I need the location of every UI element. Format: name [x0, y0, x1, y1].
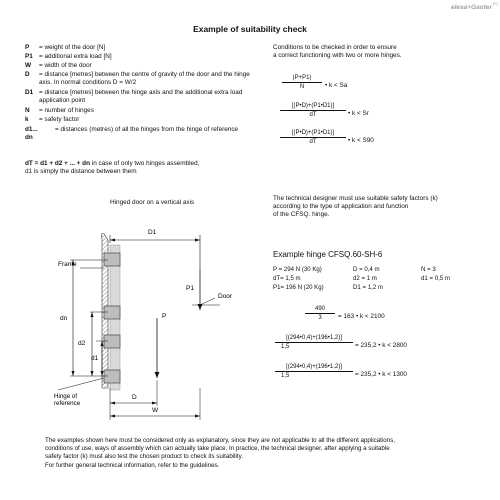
- value: P1= 196 N (20 Kg): [273, 284, 324, 291]
- def-text: = weight of the door [N]: [39, 44, 106, 51]
- formula-1-rhs: • k < Sa: [325, 82, 348, 89]
- label-dn: dn: [60, 315, 68, 322]
- calc-3-rhs: = 235,2 • k < 1300: [355, 371, 407, 378]
- conditions-intro-2: a correct functioning with two or more hinges.: [273, 52, 402, 59]
- calc-den: 1,5: [281, 344, 290, 350]
- sum-note: [25, 160, 275, 176]
- calc-2: [275, 335, 353, 350]
- label-d2: d2: [78, 340, 86, 347]
- example-title: Example hinge CFSQ.60-SH-6: [273, 250, 383, 259]
- formula-num: [(P•D)+(P1•D1)]: [291, 130, 335, 136]
- hinged-door-diagram: [40, 210, 270, 425]
- value: D1 = 1,2 m: [353, 284, 383, 291]
- label-frame: Frame: [58, 261, 77, 268]
- footer-line: The examples shown here must be considered only as explanatory, since they are not applicable to all the different applications,: [45, 437, 395, 444]
- brand-logo: elesa+Ganter: [450, 4, 492, 11]
- def-key: N: [25, 107, 30, 114]
- designer-note-line: of the CFSQ. hinge.: [273, 211, 330, 218]
- value: P = 294 N (30 Kg): [273, 266, 322, 273]
- formula-den: dT: [309, 139, 317, 145]
- designer-note-line: The technical designer must use suitable safety factors (k): [273, 195, 438, 202]
- def-key: P: [25, 44, 30, 51]
- hinge-top: [104, 253, 120, 266]
- sum-note-text2: d1 is simply the distance between them: [25, 168, 137, 175]
- label-W: W: [152, 407, 159, 414]
- sum-formula: dT = d1 + d2 + ... + dn: [25, 160, 90, 167]
- def-key: k: [25, 116, 29, 123]
- formula-2: [280, 103, 346, 118]
- def-text: = additional extra load [N]: [39, 53, 112, 60]
- label-P: P: [162, 313, 167, 320]
- value: dT= 1,5 m: [273, 275, 301, 282]
- calc-den: 1,5: [281, 373, 290, 379]
- diagram-caption: Hinged door on a vertical axis: [110, 199, 195, 206]
- definitions-list: [25, 44, 265, 164]
- formula-den: N: [299, 84, 305, 90]
- value: N = 3: [421, 266, 436, 273]
- def-text: = number of hinges: [39, 107, 94, 114]
- calc-3: [275, 364, 353, 379]
- label-P1: P1: [186, 285, 194, 292]
- formula-2-rhs: • k < Sr: [348, 110, 369, 117]
- calc-den: 3: [318, 315, 322, 321]
- formula-num: [(P•D)+(P1•D1)]: [291, 103, 335, 109]
- def-text: = safety factor: [39, 116, 80, 123]
- footer-line: conditions of use, ways of assembly which can actually take place. In practice, the technical designer, after applying a suitable: [45, 445, 390, 453]
- label-hinge-ref-1: Hinge of: [54, 393, 78, 400]
- label-door: Door: [218, 293, 233, 300]
- calc-num: [(294•0,4)+(196•1,2)]: [286, 364, 342, 370]
- def-key: W: [25, 62, 32, 69]
- value: d2 = 1 m: [353, 275, 377, 282]
- formula-den: dT: [309, 112, 317, 118]
- label-D1: D1: [148, 229, 157, 236]
- calc-1-rhs: = 163 • k < 2100: [338, 313, 385, 320]
- def-key: P1: [25, 53, 33, 60]
- def-key: d1... dn: [25, 126, 38, 141]
- version-badge: EG: [492, 2, 498, 6]
- def-key: D: [25, 71, 30, 78]
- conditions-intro-1: Conditions to be checked in order to ensure: [273, 44, 397, 51]
- conditions-intro: [273, 44, 493, 60]
- label-d1: d1: [91, 355, 99, 362]
- value: D = 0,4 m: [353, 266, 380, 273]
- footer-line: For further general technical information, refer to the guidelines.: [45, 461, 220, 469]
- footer-note: [45, 437, 465, 470]
- hinge-2: [104, 306, 120, 319]
- def-text: = distance [metres] between the centre of gravity of the door and the hinge axis. In normal conditions D = W/2: [39, 71, 250, 86]
- formula-num: (P+P1): [292, 75, 312, 81]
- hinge-1: [104, 335, 120, 348]
- designer-note: [273, 195, 493, 219]
- calc-num: [(294•0,4)+(196•1,2)]: [286, 335, 342, 341]
- designer-note-line: according to the type of application and function: [273, 203, 409, 210]
- label-hinge-ref-2: reference: [54, 400, 81, 407]
- def-text: = distances (metres) of all the hinges from the hinge of reference: [55, 126, 239, 133]
- def-text: = distance [metres] between the hinge axis and the additional extra load application point: [39, 89, 243, 104]
- formula-3: [280, 130, 346, 145]
- formula-1: [282, 75, 322, 90]
- calc-1: [305, 306, 335, 321]
- page-title: Example of suitability check: [193, 24, 307, 34]
- value: d1 = 0,5 m: [421, 275, 450, 282]
- calc-num: 490: [314, 306, 325, 312]
- hinge-reference: [104, 370, 120, 383]
- calc-2-rhs: = 235,2 • k < 2800: [355, 342, 407, 349]
- def-text: = width of the door: [39, 62, 92, 69]
- footer-line: safety factor (k) must also test the chosen product to check its suitability.: [45, 453, 243, 461]
- sum-note-text: in case of only two hinges assembled,: [91, 160, 200, 167]
- label-D: D: [132, 394, 137, 401]
- formula-3-rhs: • k < S90: [348, 137, 374, 144]
- def-key: D1: [25, 89, 34, 96]
